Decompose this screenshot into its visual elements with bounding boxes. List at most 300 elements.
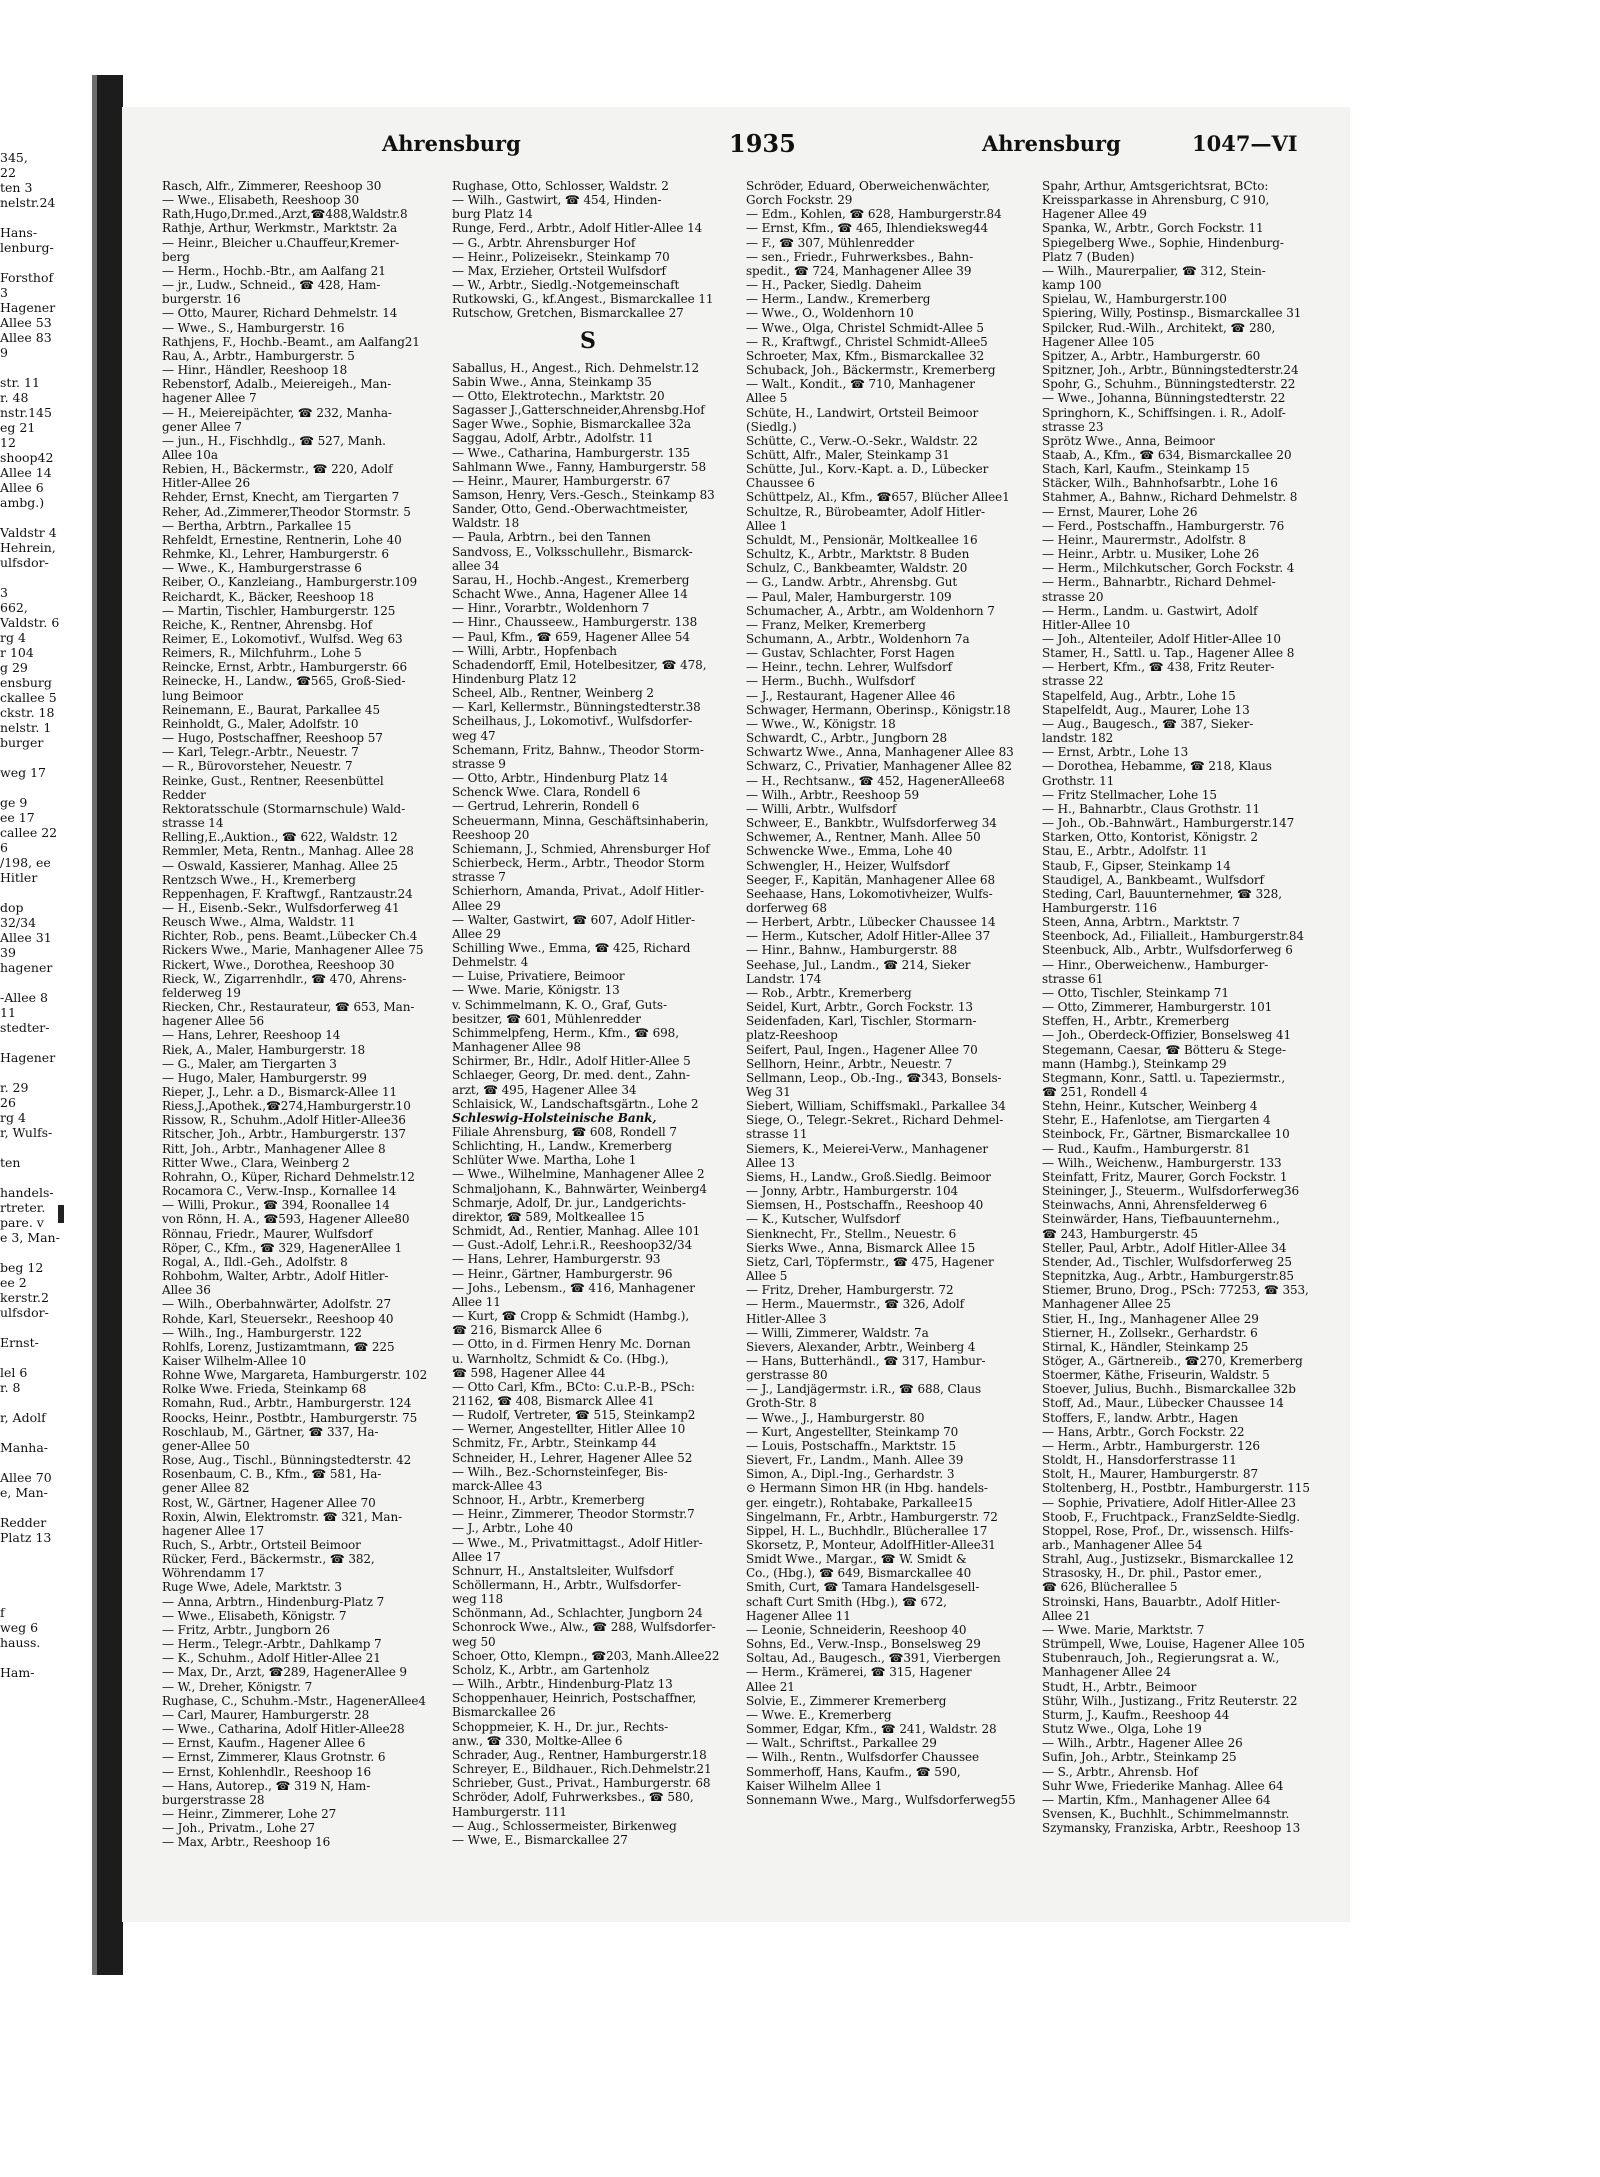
directory-entry: strasse 7 [452,870,506,885]
directory-entry: strasse 20 [1042,589,1104,604]
directory-entry: Samson, Henry, Vers.-Gesch., Steinkamp 83 [452,487,715,502]
directory-entry: Rasch, Alfr., Zimmerer, Reeshoop 30 [162,179,382,193]
directory-entry: Steen, Anna, Arbtrn., Marktstr. 7 [1042,915,1240,930]
directory-entry: Sohns, Ed., Verw.-Insp., Bonselsweg 29 [746,1637,981,1652]
directory-entry: — Willi, Arbtr., Wulfsdorf [746,801,897,816]
directory-entry: — jun., H., Fischhdlg., ☎ 527, Manh. [162,433,386,448]
directory-entry: Schuback, Joh., Bäckermstr., Kremerberg [746,363,996,378]
facing-page-text-fragment: 11 [0,1005,16,1020]
directory-entry: — Heinr., Bleicher u.Chauffeur,Kremer- [162,235,400,250]
directory-entry: — Hugo, Postschaffner, Reeshoop 57 [162,731,383,746]
directory-entry: burgerstr. 16 [162,292,241,307]
directory-entry: Stroinski, Hans, Bauarbtr., Adolf Hitler- [1042,1594,1280,1609]
directory-entry: lung Beimoor [162,688,243,703]
directory-entry: Staudigel, A., Bankbeamt., Wulfsdorf [1042,872,1264,887]
directory-entry: Sandvoss, E., Volksschullehr., Bismarck- [452,544,693,559]
directory-entry: — Wilh., Bez.-Schornsteinfeger, Bis- [452,1464,668,1479]
directory-entry: Stoltenberg, H., Postbtr., Hamburgerstr. 115 [1042,1481,1310,1496]
facing-page-text-fragment: nelstr.24 [0,195,56,210]
facing-page-text-fragment: burger [0,735,44,750]
directory-entry: — Willi, Arbtr., Hopfenbach [452,643,617,658]
header-year: 1935 [729,129,796,158]
directory-column-4 [1042,179,1314,1899]
facing-page-text-fragment: Hagener [0,300,56,315]
directory-entry: Allee 11 [452,1294,501,1309]
directory-entry: Sietz, Carl, Töpfermstr., ☎ 475, Hagener [746,1254,994,1269]
directory-entry: ☎ 598, Hagener Allee 44 [452,1365,606,1380]
directory-entry: Rocamora C., Verw.-Insp., Kornallee 14 [162,1184,397,1199]
directory-entry: Sabin Wwe., Anna, Steinkamp 35 [452,374,652,389]
directory-entry: Reiber, O., Kanzleiang., Hamburgerstr.109 [162,575,418,590]
directory-entry: — Max, Dr., Arzt, ☎289, HagenerAllee 9 [162,1665,407,1680]
directory-entry: Stäcker, Wilh., Bahnhofsarbtr., Lohe 16 [1042,476,1278,491]
directory-entry: Stoob, F., Fruchtpack., FranzSeldte-Siedlg. [1042,1509,1301,1524]
directory-entry: Rickers Wwe., Marie, Manhagener Allee 75 [162,943,424,958]
facing-page-text-fragment: g 29 [0,660,28,675]
facing-page-text-fragment: 22 [0,165,16,180]
directory-entry: — Wwe., Catharina, Adolf Hitler-Allee28 [162,1722,405,1737]
directory-entry: — Wilh., Rentn., Wulfsdorfer Chaussee [746,1750,980,1765]
directory-entry: Sagasser J.,Gatterschneider,Ahrensbg.Hof [452,403,705,418]
directory-entry: Skorsetz, P., Monteur, AdolfHitler-Allee31 [746,1538,996,1552]
facing-page-text-fragment: Manha- [0,1440,49,1455]
facing-page-text-fragment: 32/34 [0,915,37,930]
directory-entry: Roschlaub, M., Gärtner, ☎ 337, Ha- [162,1424,379,1439]
directory-entry: — Heinr., Maurer, Hamburgerstr. 67 [452,473,671,488]
directory-entry: Steding, Carl, Bauunternehmer, ☎ 328, [1042,886,1282,901]
directory-entry: Stoffers, F., landw. Arbtr., Hagen [1042,1410,1239,1425]
directory-entry: — Hinr., Oberweichenw., Hamburger- [1042,957,1269,972]
facing-page-text-fragment: lenburg- [0,240,54,255]
directory-entry: Rau, A., Arbtr., Hamburgerstr. 5 [162,348,355,363]
directory-entry: Schmitz, Fr., Arbtr., Steinkamp 44 [452,1436,657,1451]
facing-page-text-fragment: ulfsdor- [0,1305,49,1320]
directory-entry: strasse 9 [452,756,506,771]
directory-columns [162,179,1342,1899]
directory-entry: Schroeter, Max, Kfm., Bismarckallee 32 [746,348,985,363]
directory-entry: Ritscher, Joh., Arbtr., Hamburgerstr. 137 [162,1127,406,1142]
directory-entry: Allee 10a [162,447,218,462]
directory-entry: — Wwe., Elisabeth, Reeshoop 30 [162,193,360,208]
facing-page-text-fragment: Hans- [0,225,38,240]
header-left-title: Ahrensburg [382,131,521,156]
directory-entry: — Anna, Arbtrn., Hindenburg-Platz 7 [162,1594,385,1609]
facing-page-text-fragment: r, Adolf [0,1410,46,1425]
directory-entry: Rentzsch Wwe., H., Kremerberg [162,872,356,887]
facing-page-text-fragment [0,1545,92,1560]
directory-entry: Staab, A., Kfm., ☎ 634, Bismarckallee 20 [1042,447,1292,462]
directory-entry: Landstr. 174 [746,971,822,986]
directory-entry: Roocks, Heinr., Postbtr., Hamburgerstr. 75 [162,1410,418,1425]
directory-entry: Groth-Str. 8 [746,1396,817,1411]
directory-entry: — Wwe., Elisabeth, Königstr. 7 [162,1608,347,1623]
directory-entry: — Aug., Baugesch., ☎ 387, Sieker- [1042,716,1254,731]
directory-entry: strasse 14 [162,816,224,831]
directory-entry: — Fritz Stellmacher, Lohe 15 [1042,787,1217,802]
directory-entry: — Ernst, Maurer, Lohe 26 [1042,504,1198,519]
facing-page-text-fragment [0,510,92,525]
directory-entry: Gorch Fockstr. 29 [746,193,853,208]
facing-page-text-fragment [0,1245,92,1260]
directory-entry: — Herm., Landm. u. Gastwirt, Adolf [1042,603,1258,618]
directory-entry: Schwarz, C., Privatier, Manhagener Allee 82 [746,759,1012,774]
directory-entry: gerstrasse 80 [746,1368,828,1383]
directory-entry: Stühr, Wilh., Justizang., Fritz Reuterstr. 22 [1042,1693,1298,1708]
directory-entry: Wöhrendamm 17 [162,1566,265,1581]
directory-entry: — Wwe., W., Königstr. 18 [746,716,896,731]
directory-entry: Rieper, J., Lehr. a D., Bismarck-Allee 11 [162,1085,398,1099]
directory-entry: Schultz, K., Arbtr., Marktstr. 8 Buden [746,547,970,562]
directory-entry: Stegemann, Caesar, ☎ Bötteru & Stege- [1042,1042,1286,1057]
facing-page-text-fragment: Allee 6 [0,480,44,495]
directory-entry: — Willi, Zimmerer, Waldstr. 7a [746,1325,929,1340]
facing-page-text-fragment: Hitler [0,870,38,885]
directory-entry: gener Allee 7 [162,419,242,434]
directory-entry: — Wwe., Wilhelmine, Manhagener Allee 2 [452,1167,705,1182]
directory-entry: Sellhorn, Heinr., Arbtr., Neuestr. 7 [746,1056,953,1071]
directory-entry: Smidt Wwe., Margar., ☎ W. Smidt & [746,1552,967,1567]
directory-entry: — Gust.-Adolf, Lehr.i.R., Reeshoop32/34 [452,1238,693,1253]
directory-entry: Ruge Wwe, Adele, Marktstr. 3 [162,1580,342,1595]
directory-entry: — Wwe., Olga, Christel Schmidt-Allee 5 [746,320,984,335]
directory-entry: — Ernst, Zimmerer, Klaus Grotnstr. 6 [162,1750,386,1765]
directory-entry: Steinbock, Fr., Gärtner, Bismarckallee 10 [1042,1127,1290,1142]
directory-entry: Stapelfeld, Aug., Arbtr., Lohe 15 [1042,688,1236,703]
directory-entry: arzt, ☎ 495, Hagener Allee 34 [452,1082,637,1097]
directory-entry: — G., Maler, am Tiergarten 3 [162,1056,337,1071]
directory-entry: Relling,E.,Auktion., ☎ 622, Waldstr. 12 [162,830,398,845]
directory-entry: Rughase, Otto, Schlosser, Waldstr. 2 [452,179,669,193]
directory-entry: landstr. 182 [1042,731,1114,746]
directory-entry: Schierhorn, Amanda, Privat., Adolf Hitler- [452,884,704,899]
directory-entry: Kreissparkasse in Ahrensburg, C 910, [1042,193,1270,208]
directory-entry: Schultze, R., Bürobeamter, Adolf Hitler- [746,504,985,519]
directory-entry: — Paul, Maler, Hamburgerstr. 109 [746,589,952,604]
directory-entry: — Herm., Milchkutscher, Gorch Fockstr. 4 [1042,561,1295,576]
facing-page-text-fragment: pare. v [0,1215,44,1230]
directory-entry: Reimer, E., Lokomotivf., Wulfsd. Weg 63 [162,632,403,646]
directory-entry: Schumacher, A., Arbtr., am Woldenhorn 7 [746,603,995,618]
facing-page-text-fragment: Allee 31 [0,930,52,945]
facing-page-text-fragment: r. 29 [0,1080,29,1095]
section-letter: S [580,327,596,354]
directory-entry: berg [162,249,190,264]
directory-entry: Schoppmeier, K. H., Dr. jur., Rechts- [452,1719,669,1734]
directory-entry: Manhagener Allee 24 [1042,1665,1171,1680]
directory-entry: Waldstr. 18 [452,516,520,531]
directory-entry: Scholz, K., Arbtr., am Gartenholz [452,1662,650,1677]
directory-entry: Rohne Wwe, Margareta, Hamburgerstr. 102 [162,1368,428,1383]
facing-page-text-fragment: hauss. [0,1635,41,1650]
directory-entry: Reinecke, H., Landw., ☎565, Groß-Sied- [162,674,406,689]
directory-entry: — Herm., Kutscher, Adolf Hitler-Allee 37 [746,929,991,944]
directory-entry: — R., Kraftwgf., Christel Schmidt-Allee5 [746,334,988,349]
directory-entry: — Wwe. Marie, Königstr. 13 [452,983,620,998]
directory-entry: Rutkowski, G., kf.Angest., Bismarckallee 11 [452,292,714,307]
directory-entry: Spitzer, A., Arbtr., Hamburgerstr. 60 [1042,348,1261,363]
directory-entry: — Wilh., Ing., Hamburgerstr. 122 [162,1325,362,1340]
directory-entry: Schröder, Eduard, Oberweichenwächter, [746,179,991,193]
directory-entry: — H., Rechtsanw., ☎ 452, HagenerAllee68 [746,773,1005,788]
margin-mark [58,1205,64,1223]
directory-entry: Schadendorff, Emil, Hotelbesitzer, ☎ 478, [452,657,707,672]
facing-page-text-fragment [0,885,92,900]
directory-entry: — Rudolf, Vertreter, ☎ 515, Steinkamp2 [452,1408,696,1423]
directory-entry: Sprötz Wwe., Anna, Beimoor [1042,433,1215,448]
directory-entry: — Herm., Bahnarbtr., Richard Dehmel- [1042,575,1276,590]
facing-page-text-fragment: e, Man- [0,1485,48,1500]
directory-entry: Rektoratsschule (Stormarnschule) Wald- [162,801,406,816]
facing-page-text-fragment: ee 17 [0,810,35,825]
directory-entry: Schonrock Wwe., Alw., ☎ 288, Wulfsdorfer- [452,1620,716,1635]
directory-entry: Rissow, R., Schuhm.,Adolf Hitler-Allee36 [162,1113,406,1128]
directory-entry: — Herm., Hochb.-Btr., am Aalfang 21 [162,263,386,278]
directory-entry: weg 47 [452,728,496,743]
directory-entry: Schüttpelz, Al., Kfm., ☎657, Blücher Allee1 [746,490,1010,505]
directory-entry: Singelmann, Fr., Arbtr., Hamburgerstr. 72 [746,1509,998,1524]
directory-entry: Schlaeger, Georg, Dr. med. dent., Zahn- [452,1068,690,1083]
directory-entry: Rönnau, Friedr., Maurer, Wulfsdorf [162,1226,373,1241]
directory-entry: — Ernst, Arbtr., Lohe 13 [1042,745,1189,760]
directory-entry: — Hans, Autorep., ☎ 319 N, Ham- [162,1778,371,1793]
facing-page-text-fragment: -Allee 8 [0,990,48,1005]
directory-entry: Spohr, G., Schuhm., Bünningstedterstr. 22 [1042,377,1296,392]
directory-entry: Stepnitzka, Aug., Arbtr., Hamburgerstr.85 [1042,1269,1294,1284]
directory-entry: Stierner, H., Zollsekr., Gerhardstr. 6 [1042,1325,1258,1340]
directory-entry: Springhorn, K., Schiffsingen. i. R., Adolf- [1042,405,1286,420]
directory-entry: Reichardt, K., Bäcker, Reeshoop 18 [162,589,374,604]
facing-page-text-fragment: ge 9 [0,795,28,810]
directory-entry: Hitler-Allee 10 [1042,617,1130,632]
facing-page-text-fragment: ee 2 [0,1275,27,1290]
directory-entry: ger. eingetr.), Rohtabake, Parkallee15 [746,1495,973,1510]
directory-entry: — Carl, Maurer, Hamburgerstr. 28 [162,1707,370,1722]
directory-entry: — Joh., Ob.-Bahnwärt., Hamburgerstr.147 [1042,816,1295,831]
directory-entry: Sienknecht, Fr., Stellm., Neuestr. 6 [746,1226,957,1241]
facing-page-text-fragment: r. 8 [0,1380,21,1395]
directory-entry: Kaiser Wilhelm-Allee 10 [162,1353,306,1368]
directory-entry: — Otto, Maurer, Richard Dehmelstr. 14 [162,306,398,321]
directory-entry: Stirnal, K., Händler, Steinkamp 25 [1042,1339,1249,1354]
directory-entry: Reinke, Gust., Rentner, Reesenbüttel [162,773,384,788]
directory-entry: Schlüter Wwe. Martha, Lohe 1 [452,1153,637,1168]
directory-entry: Siemsen, H., Postschaffn., Reeshoop 40 [746,1198,984,1213]
directory-entry: Stoff, Ad., Maur., Lübecker Chaussee 14 [1042,1396,1284,1411]
directory-entry: — Otto, Zimmerer, Hamburgerstr. 101 [1042,1000,1273,1015]
directory-entry: platz-Reeshoop [746,1028,838,1043]
directory-entry: Siemers, K., Meierei-Verw., Manhagener [746,1141,989,1156]
directory-entry: Spielau, W., Hamburgerstr.100 [1042,292,1227,307]
directory-entry: — Louis, Postschaffn., Marktstr. 15 [746,1438,957,1453]
directory-entry: Steininger, J., Steuerm., Wulfsdorferweg36 [1042,1184,1300,1199]
directory-entry: — Walter, Gastwirt, ☎ 607, Adolf Hitler- [452,912,695,927]
directory-entry: hagener Allee 17 [162,1523,265,1538]
directory-entry: — Heinr., Zimmerer, Theodor Stormstr.7 [452,1507,695,1522]
directory-entry: Rosenbaum, C. B., Kfm., ☎ 581, Ha- [162,1467,382,1482]
directory-entry: Roxin, Alwin, Elektromstr. ☎ 321, Man- [162,1509,403,1524]
directory-entry: Sierks Wwe., Anna, Bismarck Allee 15 [746,1240,976,1255]
directory-entry: Schwengler, H., Heizer, Wulfsdorf [746,858,950,873]
directory-entry: Allee 5 [746,391,788,406]
directory-entry: Rohde, Karl, Steuersekr., Reeshoop 40 [162,1311,394,1326]
directory-entry: Stapelfeldt, Aug., Maurer, Lohe 13 [1042,702,1250,717]
directory-entry: Hagener Allee 49 [1042,207,1147,222]
directory-entry: burg Platz 14 [452,207,533,222]
facing-page-text-fragment: e 3, Man- [0,1230,60,1245]
directory-entry: Stoldt, H., Hansdorferstrasse 11 [1042,1453,1237,1468]
directory-entry: — H., Eisenb.-Sekr., Wulfsdorferweg 41 [162,900,400,915]
directory-entry: weg 118 [452,1592,504,1607]
facing-page-text-fragment: Allee 83 [0,330,52,345]
facing-page-text-fragment: nelstr. 1 [0,720,52,735]
facing-page-text-fragment: Valdstr. 6 [0,615,60,630]
directory-entry: Richter, Rob., pens. Beamt.,Lübecker Ch.4 [162,929,418,944]
directory-entry: Steenbuck, Alb., Arbtr., Wulfsdorferweg 6 [1042,943,1293,958]
directory-entry: Manhagener Allee 98 [452,1040,581,1055]
facing-page-text-fragment: 3 [0,585,8,600]
facing-page-text-fragment [0,1455,92,1470]
directory-entry: Stegmann, Konr., Sattl. u. Tapeziermstr., [1042,1070,1286,1085]
directory-entry: Stoermer, Käthe, Friseurin, Waldstr. 5 [1042,1368,1270,1383]
facing-page-text-fragment: hagener [0,960,53,975]
directory-entry: Seidel, Kurt, Arbtr., Gorch Fockstr. 13 [746,1000,973,1015]
directory-entry: — G., Landw. Arbtr., Ahrensbg. Gut [746,575,958,590]
directory-entry: — Franz, Melker, Kremerberg [746,617,926,632]
directory-entry: Rathje, Arthur, Werkmstr., Marktstr. 2a [162,221,398,236]
directory-entry: — Wwe., K., Hamburgerstrasse 6 [162,561,362,576]
directory-entry: — Luise, Privatiere, Beimoor [452,969,625,984]
directory-entry: Schüte, H., Landwirt, Ortsteil Beimoor [746,405,979,420]
directory-entry: Stahmer, A., Bahnw., Richard Dehmelstr. 8 [1042,490,1298,505]
directory-entry: Schilling Wwe., Emma, ☎ 425, Richard [452,940,691,955]
directory-entry: ☎ 216, Bismarck Allee 6 [452,1323,602,1338]
directory-entry: ⊙ Hermann Simon HR (in Hbg. handels- [746,1481,988,1496]
directory-entry: Ritt, Joh., Arbtr., Manhagener Allee 8 [162,1141,386,1156]
facing-page-text-fragment [0,1140,92,1155]
facing-page-fragment [0,150,92,1930]
directory-entry: Romahn, Rud., Arbtr., Hamburgerstr. 124 [162,1396,412,1411]
facing-page-text-fragment: ambg.) [0,495,45,510]
facing-page-text-fragment [0,1320,92,1335]
facing-page-text-fragment: ckstr. 18 [0,705,55,720]
directory-entry: Schweer, E., Bankbtr., Wulfsdorferweg 34 [746,816,997,831]
directory-entry: Hamburgerstr. 111 [452,1804,567,1819]
directory-entry: Schacht Wwe., Anna, Hagener Allee 14 [452,587,688,602]
facing-page-text-fragment [0,975,92,990]
directory-entry: — Kurt, Angestellter, Steinkamp 70 [746,1424,959,1439]
directory-entry: — Otto, Tischler, Steinkamp 71 [1042,985,1229,1000]
directory-entry: — Willi, Prokur., ☎ 394, Roonallee 14 [162,1198,390,1213]
directory-entry: Hitler-Allee 26 [162,476,250,491]
directory-entry: Stehn, Heinr., Kutscher, Weinberg 4 [1042,1099,1258,1114]
directory-entry: — Herm., Arbtr., Hamburgerstr. 126 [1042,1438,1260,1453]
facing-page-text-fragment: Platz 13 [0,1530,52,1545]
directory-entry: Schrieber, Gust., Privat., Hamburgerstr. 68 [452,1776,711,1791]
facing-page-text-fragment [0,210,92,225]
directory-entry: — Hinr., Chausseew., Hamburgerstr. 138 [452,615,698,630]
directory-entry: — Heinr., techn. Lehrer, Wulfsdorf [746,660,952,675]
directory-entry: Spitzner, Joh., Arbtr., Bünningstedterstr.24 [1042,363,1299,378]
directory-entry: Studt, H., Arbtr., Beimoor [1042,1679,1197,1694]
directory-entry: Scheilhaus, J., Lokomotivf., Wulfsdorfer- [452,714,693,729]
directory-entry: strasse 61 [1042,971,1104,986]
directory-entry: Spiegelberg Wwe., Sophie, Hindenburg- [1042,235,1284,250]
directory-entry: gener Allee 82 [162,1481,250,1496]
facing-page-text-fragment: stedter- [0,1020,50,1035]
directory-entry: — Otto, in d. Firmen Henry Mc. Dornan [452,1337,691,1352]
facing-page-text-fragment: Ham- [0,1665,35,1680]
facing-page-text-fragment: Ernst- [0,1335,39,1350]
directory-entry: — Walt., Schriftst., Parkallee 29 [746,1736,937,1751]
facing-page-text-fragment [0,1560,92,1575]
facing-page-text-fragment: 9 [0,345,8,360]
facing-page-text-fragment: Redder [0,1515,47,1530]
directory-entry: Stier, H., Ing., Manhagener Allee 29 [1042,1311,1259,1326]
directory-entry: Steinwachs, Anni, Ahrensfelderweg 6 [1042,1198,1267,1213]
directory-entry: Bismarckallee 26 [452,1705,556,1720]
directory-entry: Kaiser Wilhelm Allee 1 [746,1778,883,1793]
directory-entry: Sufin, Joh., Arbtr., Steinkamp 25 [1042,1750,1237,1765]
directory-entry: — Hans, Lehrer, Reeshoop 14 [162,1028,341,1043]
directory-entry: Saggau, Adolf, Arbtr., Adolfstr. 11 [452,431,654,446]
directory-entry: Riecken, Chr., Restaurateur, ☎ 653, Man- [162,1000,415,1015]
directory-entry: — H., Packer, Siedlg. Daheim [746,278,922,293]
directory-entry: Schoppenhauer, Heinrich, Postschaffner, [452,1691,697,1706]
directory-entry: strasse 11 [746,1127,808,1142]
facing-page-text-fragment: f [0,1605,5,1620]
directory-entry: Stamer, H., Sattl. u. Tap., Hagener Allee 8 [1042,646,1295,661]
directory-entry: anw., ☎ 330, Moltke-Allee 6 [452,1733,623,1748]
directory-entry: — Wwe., Johanna, Bünningstedterstr. 22 [1042,391,1286,406]
directory-entry: — Hans, Butterhändl., ☎ 317, Hambur- [746,1353,986,1368]
facing-page-text-fragment: r. 48 [0,390,29,405]
directory-entry: Rathjens, F., Hochb.-Beamt., am Aalfang21 [162,334,420,349]
facing-page-text-fragment [0,1065,92,1080]
directory-entry: Rutschow, Gretchen, Bismarckallee 27 [452,306,684,321]
directory-entry: Chaussee 6 [746,476,815,491]
directory-entry: Sarau, H., Hochb.-Angest., Kremerberg [452,572,690,587]
directory-entry: Reinholdt, G., Maler, Adolfstr. 10 [162,716,359,731]
facing-page-text-fragment [0,1395,92,1410]
directory-entry: Allee 36 [162,1283,211,1298]
directory-entry: Spanka, W., Arbtr., Gorch Fockstr. 11 [1042,221,1264,236]
directory-entry: — G., Arbtr. Ahrensburger Hof [452,235,636,250]
directory-entry: — Fritz, Arbtr., Jungborn 26 [162,1622,330,1637]
directory-entry: 21162, ☎ 408, Bismarck Allee 41 [452,1393,655,1408]
directory-entry: — H., Meiereipächter, ☎ 232, Manha- [162,405,392,420]
directory-entry: — Martin, Tischler, Hamburgerstr. 125 [162,603,396,618]
directory-entry: Riess,J.,Apothek.,☎274,Hamburgerstr.10 [162,1099,411,1114]
facing-page-text-fragment: ten 3 [0,180,33,195]
directory-entry: — S., Arbtr., Ahrensb. Hof [1042,1764,1198,1779]
page-header [152,127,1337,161]
facing-page-text-fragment: Forsthof [0,270,54,285]
directory-entry: — Herbert, Kfm., ☎ 438, Fritz Reuter- [1042,660,1275,675]
directory-entry: — J., Restaurant, Hagener Allee 46 [746,688,956,703]
directory-entry: — Wwe, E., Bismarckallee 27 [452,1832,628,1847]
facing-page-text-fragment [0,1650,92,1665]
directory-entry: Schlaisick, W., Landschaftsgärtn., Lohe 2 [452,1096,699,1111]
directory-entry: ☎ 626, Blücherallee 5 [1042,1580,1178,1595]
directory-entry: — Hinr., Händler, Reeshoop 18 [162,363,348,378]
directory-entry: Hamburgerstr. 116 [1042,900,1157,915]
directory-entry: Schenck Wwe. Clara, Rondell 6 [452,785,641,800]
directory-entry: — Paula, Arbtrn., bei den Tannen [452,530,651,545]
directory-entry: Steenbock, Ad., Filialleit., Hamburgerstr.84 [1042,929,1304,944]
directory-entry: — sen., Friedr., Fuhrwerksbes., Bahn- [746,249,974,264]
directory-entry: Sommer, Edgar, Kfm., ☎ 241, Waldstr. 28 [746,1722,997,1737]
facing-page-text-fragment: handels- [0,1185,54,1200]
